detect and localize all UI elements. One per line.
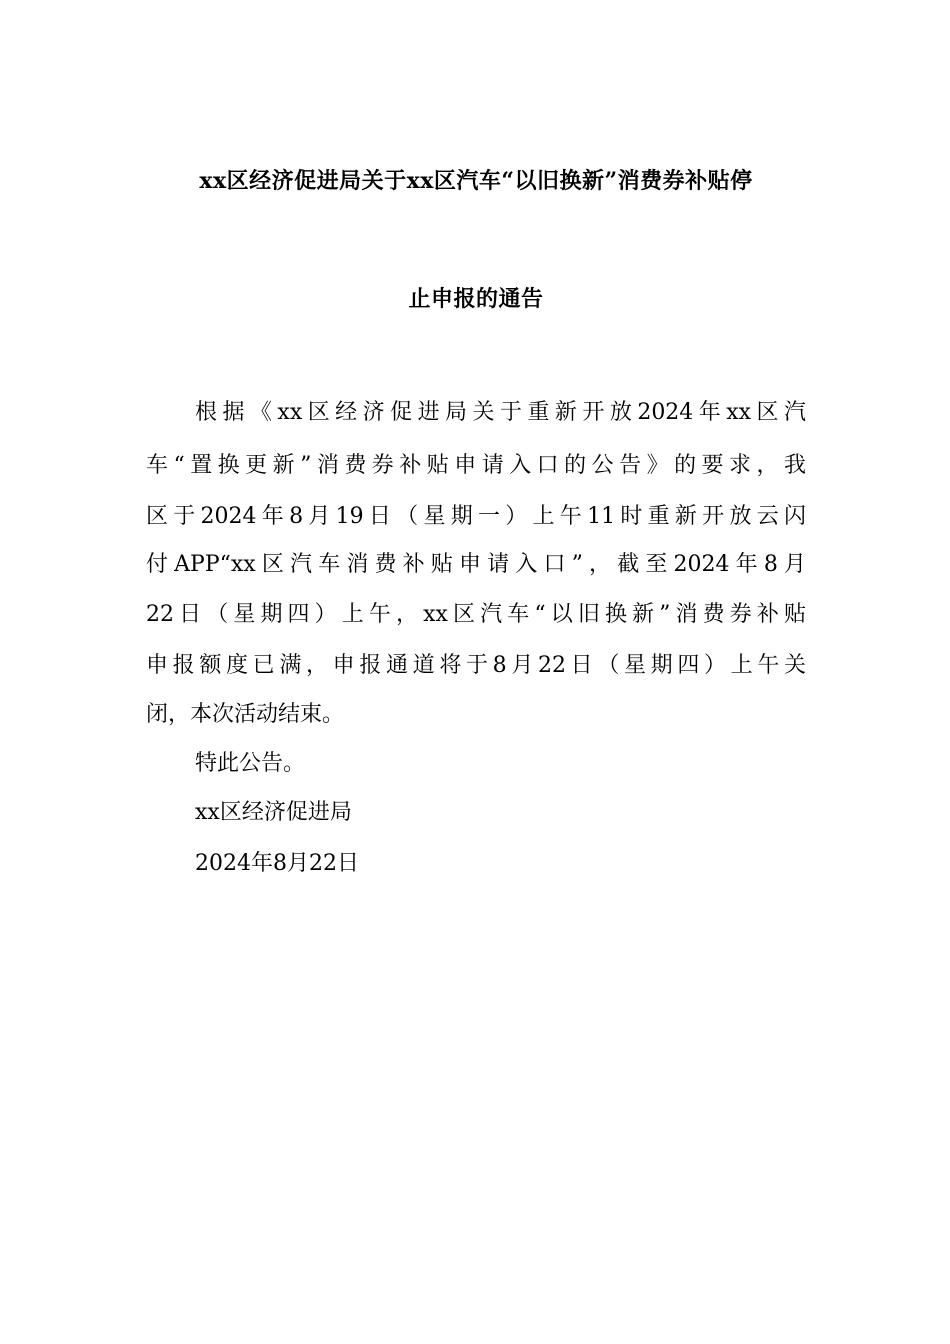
body-paragraph-line-4: 付APP“xx区汽车消费补贴申请入口”，截至2024年8月 [146,552,806,577]
issuer-name: xx区经济促进局 [195,800,352,825]
body-paragraph-line-6: 申报额度已满，申报通道将于8月22日（星期四）上午关 [146,653,806,678]
body-paragraph-line-3: 区于2024年8月19日（星期一）上午11时重新开放云闪 [146,504,806,529]
document-title-line-2: 止申报的通告 [408,286,544,312]
body-paragraph-line-1: 根据《xx区经济促进局关于重新开放2024年xx区汽 [195,400,806,425]
closing-statement: 特此公告。 [195,751,306,776]
issue-date: 2024年8月22日 [195,851,359,876]
body-paragraph-line-7: 闭，本次活动结束。 [146,702,345,727]
body-paragraph-line-2: 车“置换更新”消费券补贴申请入口的公告》的要求，我 [146,453,806,478]
document-title-line-1: xx区经济促进局关于xx区汽车“以旧换新”消费券补贴停 [199,168,753,194]
body-paragraph-line-5: 22日（星期四）上午，xx区汽车“以旧换新”消费券补贴 [146,602,806,627]
